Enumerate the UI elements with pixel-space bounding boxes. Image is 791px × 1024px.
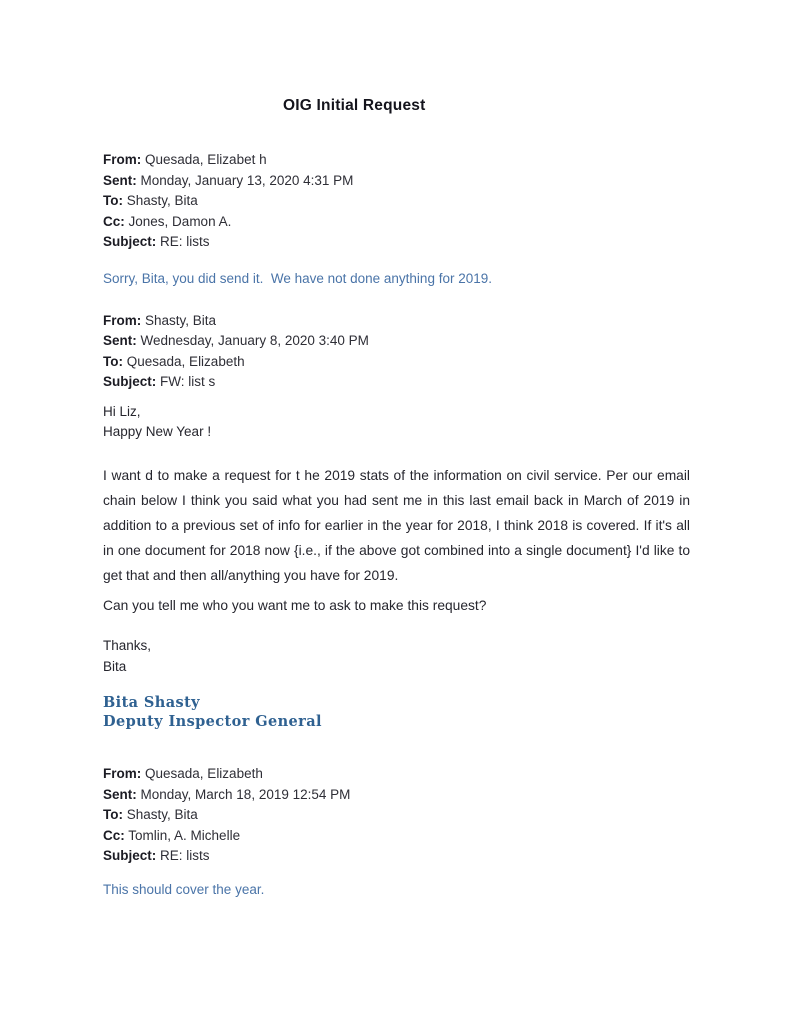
signature-title: Deputy Inspector General	[103, 713, 322, 730]
email-1-cc-row	[103, 212, 690, 233]
email-3-sent-row	[103, 785, 690, 806]
email-3-from-row	[103, 764, 690, 785]
email-3-subject-row	[103, 846, 690, 867]
from-value: Shasty, Bita	[145, 312, 217, 328]
email-2-paragraph: I want d to make a request for t he 2019 stats of the information on civil service. Per our email chain below I think you said what you had sent me in this last email back in March of 2019 in addition to a previous set of info for earlier in the year for 2018, I think 2018 is covered. If it's all in one document for 2018 now {i.e., if the above got combined into a single document} I'd like to get that and then all/anything you have for 2019.	[103, 467, 690, 583]
email-3-header	[103, 764, 690, 867]
to-label: To:	[103, 807, 123, 822]
email-2-signature	[103, 693, 690, 731]
email-1-header	[103, 150, 690, 253]
cc-value: Jones, Damon A.	[128, 213, 232, 229]
email-3-cc-row	[103, 826, 690, 847]
email-1-subject-row	[103, 232, 690, 253]
closing-line-2: Bita	[103, 658, 127, 674]
subject-value: RE: lists	[160, 234, 210, 249]
email-2-header	[103, 311, 690, 393]
to-label: To:	[103, 353, 123, 369]
to-value: Quesada, Elizabeth	[126, 353, 245, 369]
email-1-from-row	[103, 150, 690, 171]
from-label: From:	[103, 312, 142, 328]
sent-value: Wednesday, January 8, 2020 3:40 PM	[140, 333, 369, 348]
email-1-body-line: Sorry, Bita, you did send it. We have not done anything for 2019.	[103, 270, 492, 286]
email-2-sent-row	[103, 331, 690, 352]
sent-label: Sent:	[103, 172, 137, 188]
email-2-to-row	[103, 352, 690, 373]
cc-value: Tomlin, A. Michelle	[128, 827, 241, 843]
email-3-body-line: This should cover the year.	[103, 881, 265, 897]
from-value: Quesada, Elizabet h	[145, 152, 267, 167]
cc-label: Cc:	[103, 827, 125, 843]
signature-name: Bita Shasty	[103, 694, 201, 711]
email-2-from-row	[103, 311, 690, 332]
greeting-line-2: Happy New Year !	[103, 424, 212, 439]
to-value: Shasty, Bita	[126, 807, 198, 822]
email-1-to-row	[103, 191, 690, 212]
email-2-subject-row	[103, 372, 690, 393]
sent-value: Monday, January 13, 2020 4:31 PM	[140, 172, 354, 188]
sent-value: Monday, March 18, 2019 12:54 PM	[140, 786, 351, 802]
closing-line-1: Thanks,	[103, 638, 152, 653]
from-value: Quesada, Elizabeth	[145, 766, 263, 781]
greeting-line-1: Hi Liz,	[103, 403, 141, 419]
to-label: To:	[103, 193, 123, 208]
to-value: Shasty, Bita	[126, 193, 198, 208]
sent-label: Sent:	[103, 333, 137, 348]
page-title: OIG Initial Request	[283, 97, 426, 114]
from-label: From:	[103, 152, 142, 167]
email-1-sent-row	[103, 171, 690, 192]
email-3-to-row	[103, 805, 690, 826]
email-2-closing	[103, 636, 690, 677]
email-2-question: Can you tell me who you want me to ask to make this request?	[103, 597, 487, 613]
subject-label: Subject:	[103, 234, 157, 249]
from-label: From:	[103, 766, 142, 781]
email-2-greeting	[103, 402, 690, 443]
subject-label: Subject:	[103, 374, 157, 389]
subject-label: Subject:	[103, 848, 157, 863]
subject-value: RE: lists	[160, 848, 210, 863]
sent-label: Sent:	[103, 786, 137, 802]
cc-label: Cc:	[103, 213, 125, 229]
subject-value: FW: list s	[160, 374, 216, 389]
